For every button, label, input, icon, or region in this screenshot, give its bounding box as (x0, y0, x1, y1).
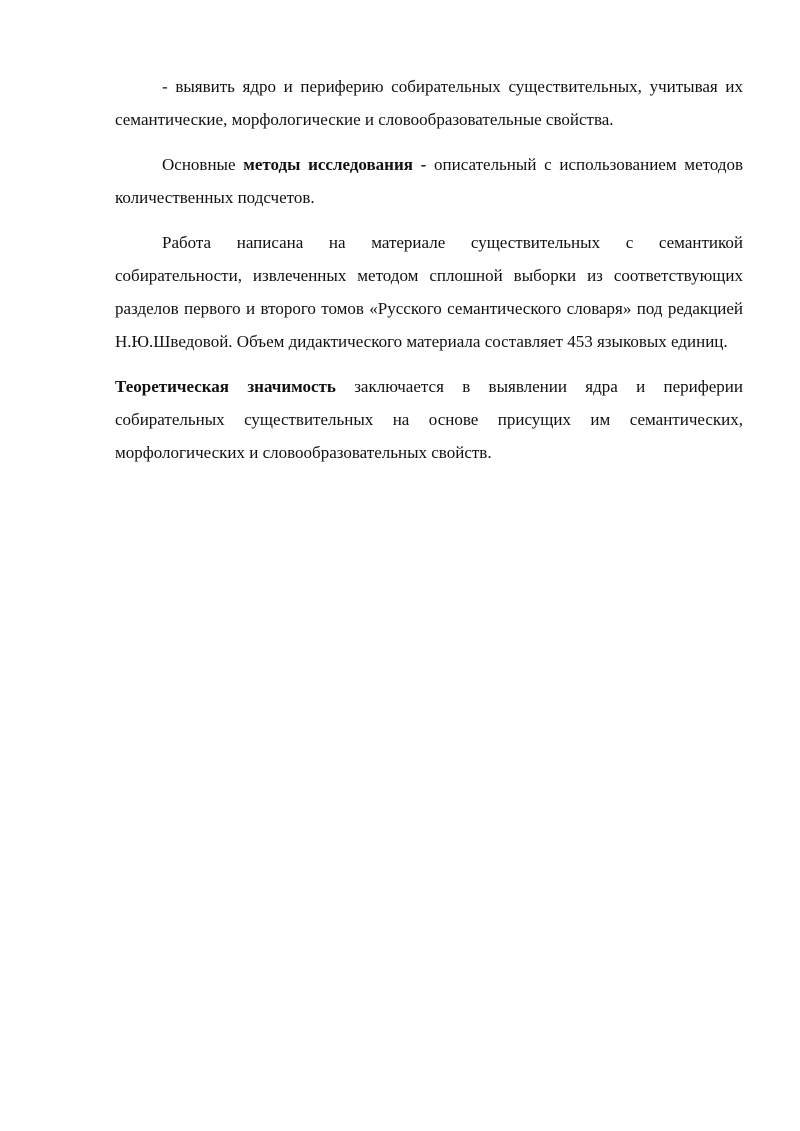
significance-term: Теоретическая значимость (115, 377, 336, 396)
paragraph-goal: - выявить ядро и периферию собирательных существительных, учитывая их семантические, морфологические и словообразовательные свойства. (115, 77, 743, 129)
paragraph-significance (115, 370, 743, 469)
paragraph-material: Работа написана на материале существительных с семантикой собирательности, извлеченных методом сплошной выборки из соответствующих разделов первого и второго томов «Русского семантического словаря» под редакцией Н.Ю.Шведовой. Объем дидактического материала составляет 453 языковых единиц. (115, 233, 743, 351)
paragraph-methods (115, 148, 743, 214)
methods-term: методы исследования - (243, 155, 435, 174)
significance-text: заключается в выявлении ядра и периферии собирательных существительных на основе присущих им семантических, морфологических и словообразовательных свойств. (115, 377, 743, 462)
methods-text: описательный с использованием методов количественных подсчетов. (115, 155, 744, 207)
methods-lead: Основные (162, 155, 244, 174)
document-body (115, 70, 743, 469)
